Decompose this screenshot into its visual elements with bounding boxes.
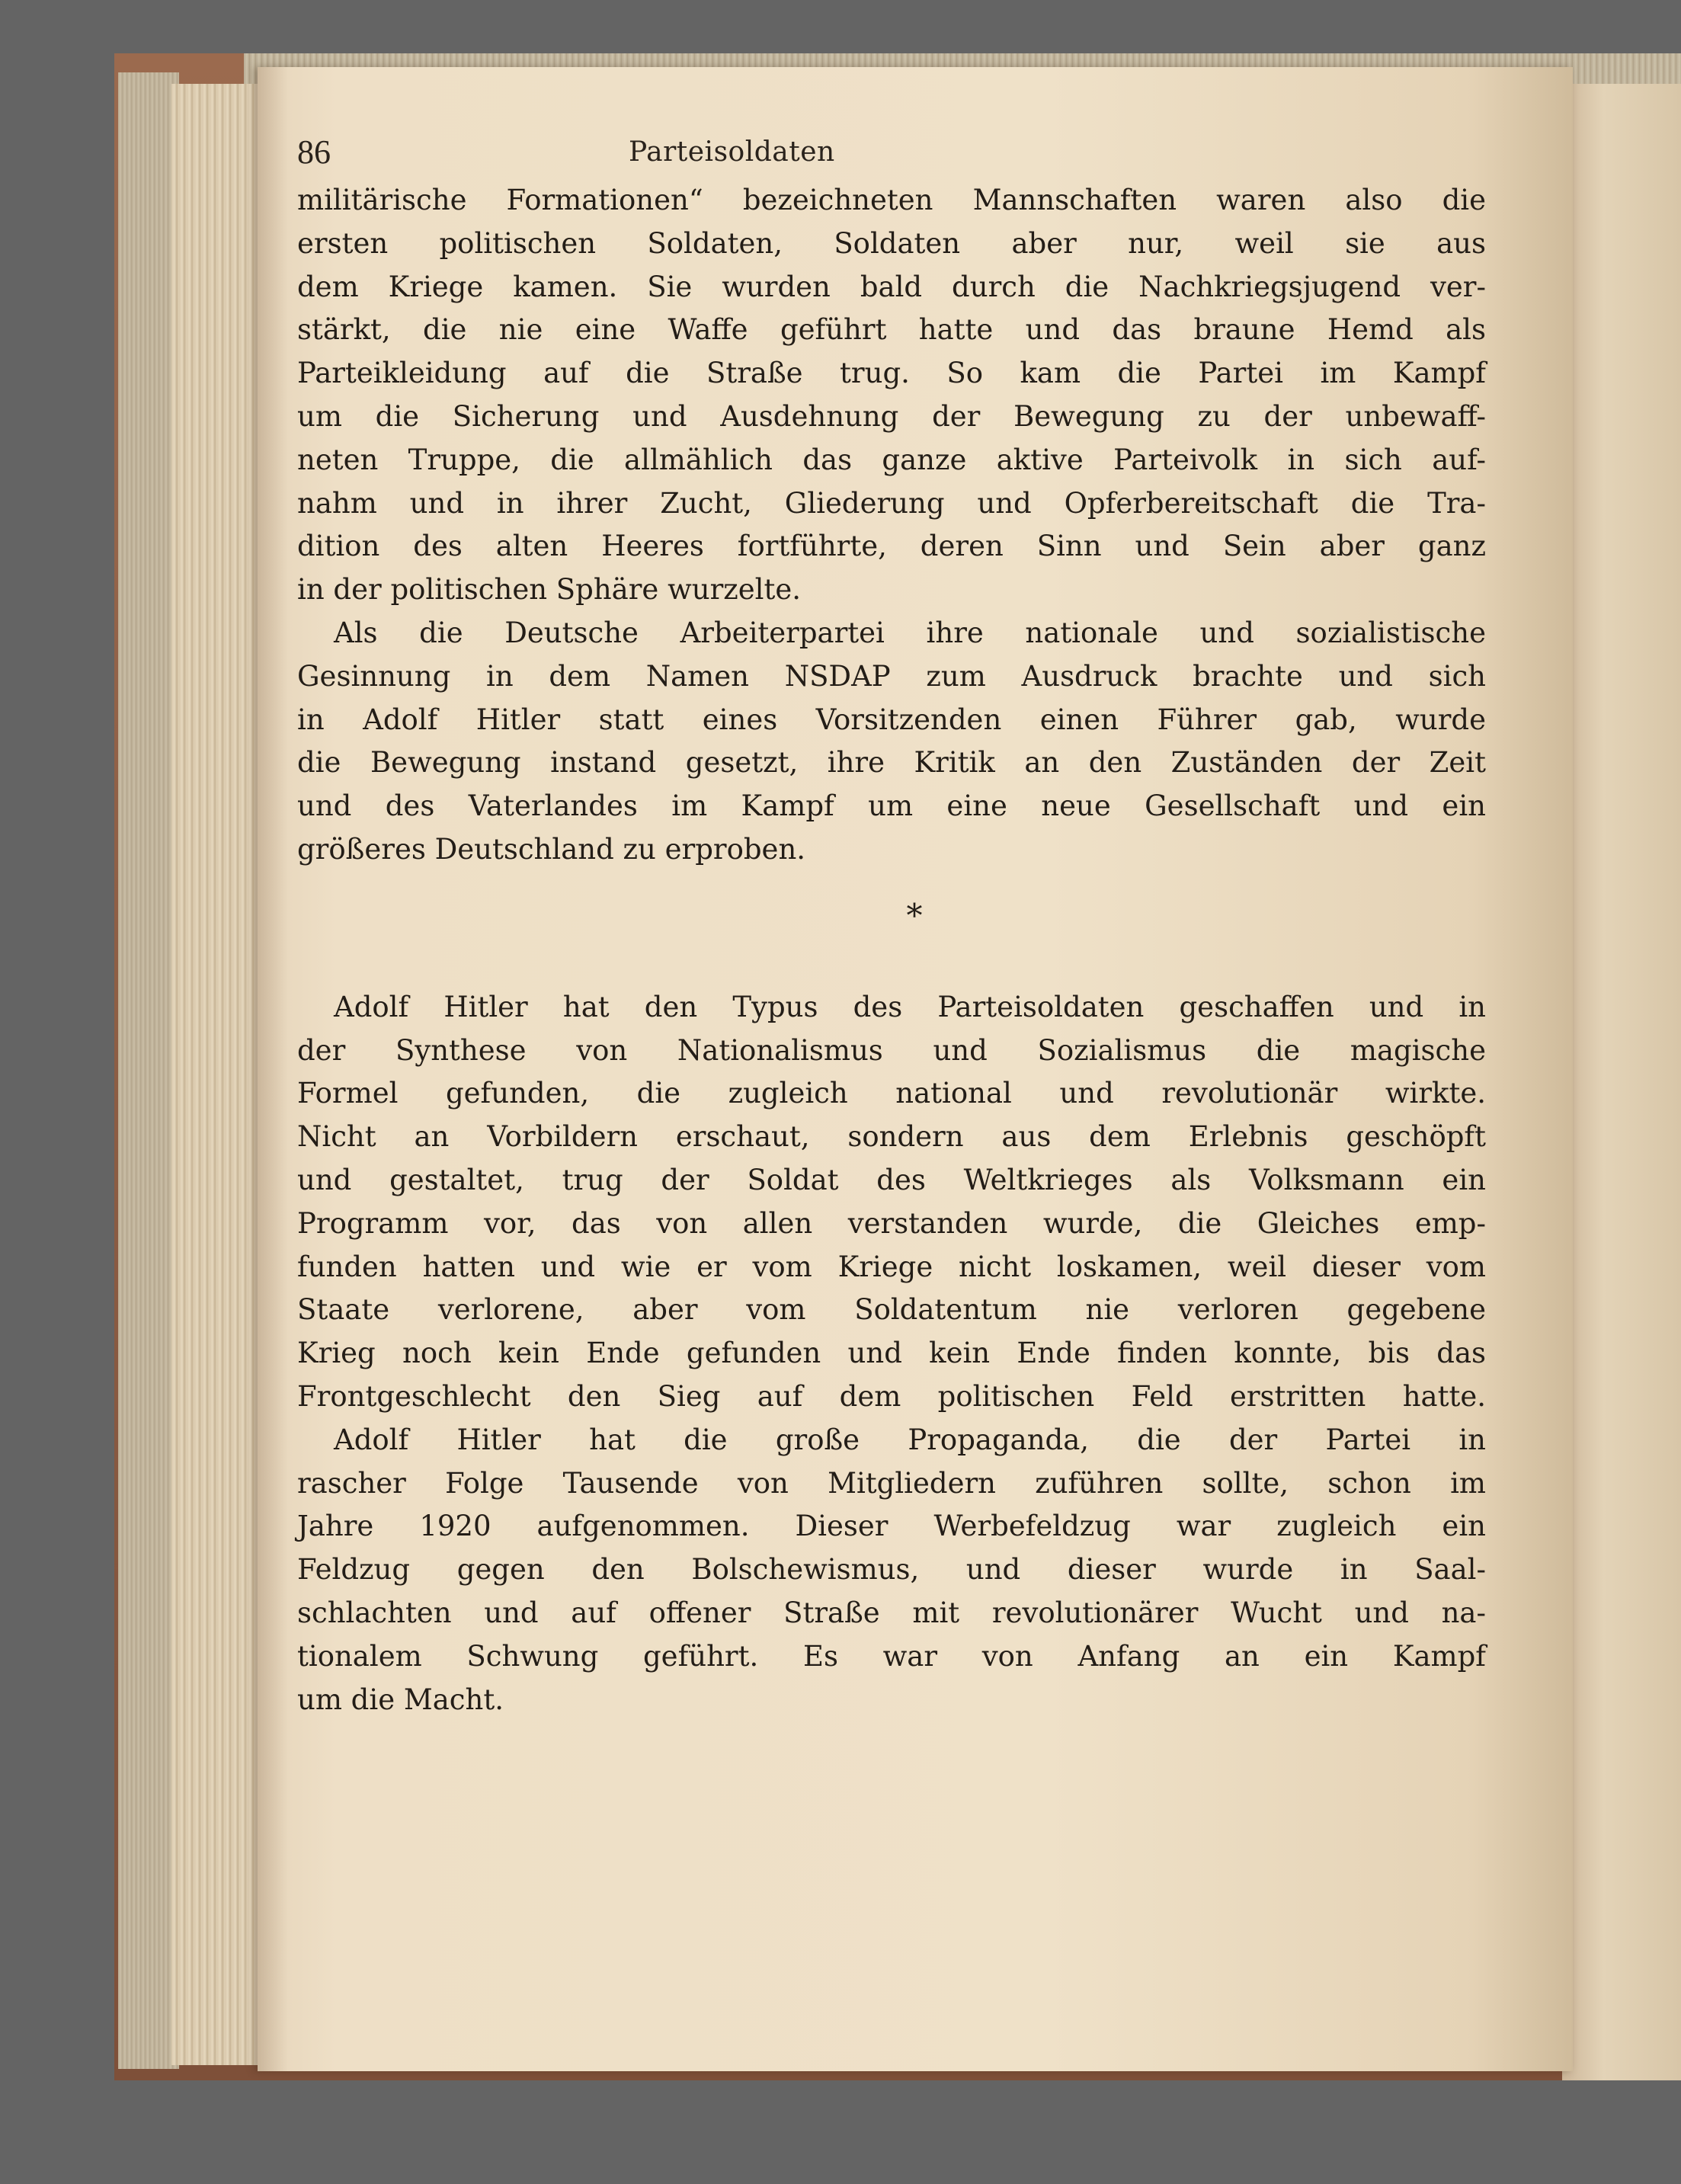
- paragraph-2: [297, 612, 1486, 872]
- text-line: tionalem Schwung geführt. Es war von Anfang an ein Kampf: [297, 1639, 1486, 1673]
- text-line: Jahre 1920 aufgenommen. Dieser Werbefeldzug war zugleich ein: [297, 1510, 1486, 1543]
- text-line: der Synthese von Nationalismus und Sozialismus die magische: [297, 1033, 1486, 1067]
- page-gutter-shadow: [258, 67, 288, 2071]
- text-line: militärische Formationen“ bezeichneten Mannschaften waren also die: [297, 184, 1486, 216]
- text-line: Adolf Hitler hat den Typus des Parteisoldaten geschaffen und in: [334, 990, 1486, 1023]
- text-line: größeres Deutschland zu erproben.: [297, 832, 806, 866]
- text-line: Frontgeschlecht den Sieg auf dem politischen Feld erstritten hatte.: [297, 1379, 1486, 1413]
- text-line: Gesinnung in dem Namen NSDAP zum Ausdruck brachte und sich: [297, 659, 1486, 693]
- text-line: Als die Deutsche Arbeiterpartei ihre nationale und sozialistische: [334, 616, 1486, 649]
- text-line: stärkt, die nie eine Waffe geführt hatte und das braune Hemd als: [297, 313, 1486, 347]
- facing-page-edge: [1562, 84, 1681, 2080]
- paragraph-3: [297, 986, 1486, 1419]
- text-line: Krieg noch kein Ende gefunden und kein Ende finden konnte, bis das: [297, 1337, 1486, 1370]
- text-line: Feldzug gegen den Bolschewismus, und dieser wurde in Saal-: [297, 1553, 1486, 1587]
- text-line: und gestaltet, trug der Soldat des Weltkrieges als Volksmann ein: [297, 1163, 1486, 1196]
- text-line: schlachten und auf offener Straße mit revolutionärer Wucht und na-: [297, 1596, 1486, 1629]
- page-number: 86: [297, 133, 331, 171]
- text-line: Parteikleidung auf die Straße trug. So kam die Partei im Kampf: [297, 357, 1486, 390]
- text-line: Formel gefunden, die zugleich national und revolutionär wirkte.: [297, 1077, 1486, 1110]
- paragraph-4: [297, 1419, 1486, 1722]
- text-line: die Bewegung instand gesetzt, ihre Kritik an den Zuständen der Zeit: [297, 746, 1486, 780]
- text-line: Staate verlorene, aber vom Soldatentum nie verloren gegebene: [297, 1293, 1486, 1327]
- text-line: dition des alten Heeres fortführte, deren Sinn und Sein aber ganz: [297, 530, 1486, 563]
- text-line: um die Macht.: [297, 1683, 504, 1716]
- text-line: neten Truppe, die allmählich das ganze aktive Parteivolk in sich auf-: [297, 443, 1486, 476]
- text-line: in Adolf Hitler statt eines Vorsitzenden einen Führer gab, wurde: [297, 703, 1486, 736]
- text-line: funden hatten und wie er vom Kriege nicht loskamen, weil dieser vom: [297, 1250, 1486, 1283]
- text-line: in der politischen Sphäre wurzelte.: [297, 573, 802, 607]
- text-line: rascher Folge Tausende von Mitgliedern zuführen sollte, schon im: [297, 1466, 1486, 1500]
- text-line: ersten politischen Soldaten, Soldaten aber nur, weil sie aus: [297, 226, 1486, 260]
- section-separator: *: [906, 896, 923, 934]
- text-line: um die Sicherung und Ausdehnung der Bewegung zu der unbewaff-: [297, 399, 1486, 433]
- running-title: Parteisoldaten: [629, 136, 835, 168]
- paragraph-1: [297, 179, 1486, 612]
- text-line: Nicht an Vorbildern erschaut, sondern aus dem Erlebnis geschöpft: [297, 1120, 1486, 1154]
- body-text: [297, 179, 1486, 1721]
- book-spine-cloth: [118, 72, 179, 2069]
- text-line: und des Vaterlandes im Kampf um eine neue Gesellschaft und ein: [297, 789, 1486, 823]
- running-head: [297, 130, 1486, 175]
- text-line: Programm vor, das von allen verstanden wurde, die Gleiches emp-: [297, 1206, 1486, 1240]
- text-line: nahm und in ihrer Zucht, Gliederung und Opferbereitschaft die Tra-: [297, 486, 1486, 520]
- text-line: Adolf Hitler hat die große Propaganda, die der Partei in: [334, 1423, 1486, 1456]
- text-line: dem Kriege kamen. Sie wurden bald durch die Nachkriegsjugend ver-: [297, 270, 1486, 303]
